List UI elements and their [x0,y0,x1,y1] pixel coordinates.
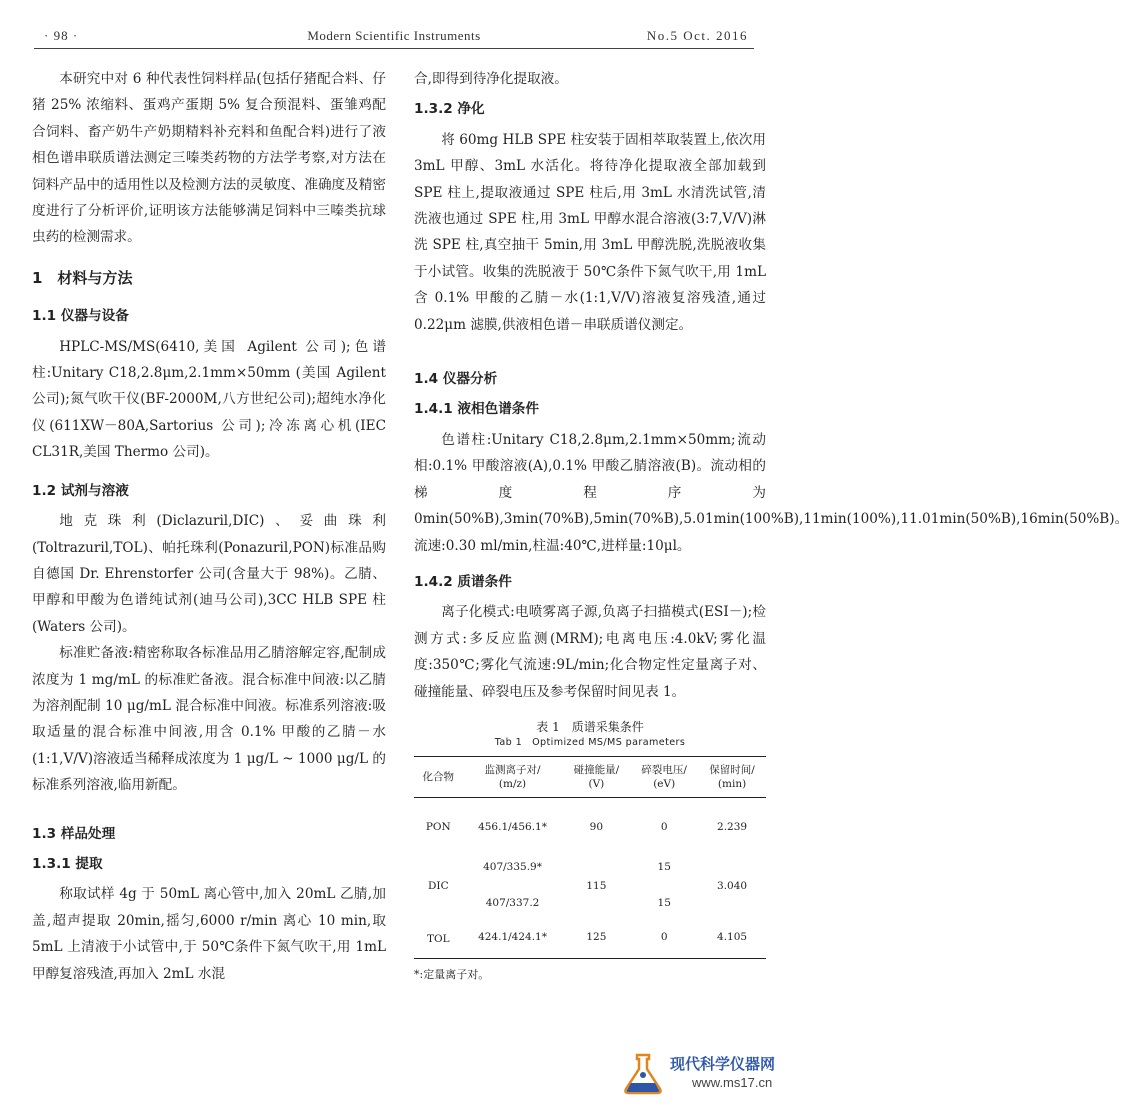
section-1-4-heading: 1.4 仪器分析 [414,371,498,388]
standards-paragraph: 标准贮备液:精密称取各标准品用乙腈溶解定容,配制成浓度为 1 mg/mL 的标准贮备液。混合标准中间液:以乙腈为溶剂配制 10 μg/mL 混合标准中间液。标准系列溶液:吸取适量的混合标准中间液,用含 0.1% 甲酸的乙腈－水(1:1,V/V)溶液适当稀释成浓度为 1 μg/L ~ 1000 μg/L 的标准系列溶液,临用新配。 [32,645,386,794]
header-retention-time: 保留时间/ (min) [698,756,766,797]
right-column [414,66,1128,983]
section-1-heading: 1 材料与方法 [32,268,133,287]
issue-info: No.5 Oct. 2016 [646,28,748,43]
extraction-continued: 合,即得到待净化提取液。 [414,71,568,87]
table-caption-cn: 表 1 质谱采集条件 [536,719,644,734]
journal-name: Modern Scientific Instruments [307,28,481,43]
intro-paragraph: 本研究中对 6 种代表性饲料样品(包括仔猪配合料、仔猪 25% 浓缩料、蛋鸡产蛋期 5% 复合预混料、蛋雏鸡配合饲料、畜产奶牛产奶期精料补充料和鱼配合料)进行了液相色谱串联质谱法测定三嗪类药物的方法学考察,对方法在饲料产品中的适用性以及检测方法的灵敏度、准确度及精密度进行了分析评价,证明该方法能够满足饲料中三嗪类抗球虫药的检测需求。 [32,71,386,246]
section-1-3-2-heading: 1.3.2 净化 [414,101,485,118]
instruments-paragraph: HPLC-MS/MS(6410,美国 Agilent 公司);色谱柱:Unitary C18,2.8μm,2.1mm×50mm (美国 Agilent 公司);氮气吹干仪(BF-2000M,八方世纪公司);超纯水净化仪(611XW－80A,Sartorius 公司);冷冻离心机(IEC CL31R,美国 Thermo 公司)。 [32,338,386,461]
section-1-4-1-heading: 1.4.1 液相色谱条件 [414,401,539,418]
section-1-3-heading: 1.3 样品处理 [32,825,116,842]
section-1-4-2-heading: 1.4.2 质谱条件 [414,573,512,590]
section-1-1-heading: 1.1 仪器与设备 [32,308,129,325]
table-row: TOL 424.1/424.1* 125 0 4.105 [414,916,766,959]
running-header [34,26,754,49]
table-row: DIC 407/335.9* 407/337.2 115 15 15 3.040 [428,860,748,909]
page-number: · 98 · [44,28,79,43]
section-1-2-heading: 1.2 试剂与溶液 [32,482,129,499]
watermark-brand: 现代科学仪器网 [670,1055,776,1073]
watermark-url: www.ms17.cn [692,1075,773,1090]
lc-conditions-paragraph: 色谱柱:Unitary C18,2.8μm,2.1mm×50mm;流动相:0.1% 甲酸溶液(A),0.1% 甲酸乙腈溶液(B)。流动相的梯度程序为 0min(50%B),3min(70%B),5min(70%B),5.01min(100%B),11min(100%),11.01min(50%B),16min(50%B)。流速:0.30 ml/min,柱温:40℃,进样量:10μl。 [414,431,1128,554]
table-row: PON 456.1/456.1* 90 0 2.239 [425,820,748,833]
header-compound: 化合物 [414,756,463,797]
ms-parameters-table [414,756,766,959]
watermark-logo [618,1045,786,1101]
flask-logo-icon [620,1051,666,1095]
section-1-3-1-heading: 1.3.1 提取 [32,855,103,872]
ms-conditions-paragraph: 离子化模式:电喷雾离子源,负离子扫描模式(ESI－);检测方式:多反应监测(MRM);电离电压:4.0kV;雾化温度:350℃;雾化气流速:9L/min;化合物定性定量离子对、碰撞能量、碎裂电压及参考保留时间见表 1。 [414,604,766,700]
header-collision-energy: 碰撞能量/ (V) [562,756,630,797]
header-fragmentor-voltage: 碎裂电压/ (eV) [630,756,698,797]
table-header-row [414,756,766,797]
purification-paragraph: 将 60mg HLB SPE 柱安装于固相萃取装置上,依次用 3mL 甲醇、3mL 水活化。将待净化提取液全部加载到 SPE 柱上,提取液通过 SPE 柱后,用 3mL 水清洗试管,清洗液也通过 SPE 柱,用 3mL 甲醇水混合溶液(3:7,V/V)淋洗 SPE 柱,真空抽干 5min,用 3mL 甲醇洗脱,洗脱液收集于小试管。收集的洗脱液于 50℃条件下氮气吹干,用 1mL 含 0.1% 甲酸的乙腈－水(1:1,V/V)溶液复溶残渣,通过 0.22μm 滤膜,供液相色谱－串联质谱仪测定。 [414,131,766,333]
table-caption-en: Tab 1 Optimized MS/MS parameters [494,736,686,748]
reagents-paragraph: 地克珠利(Diclazuril,DIC)、妥曲珠利(Toltrazuril,TOL)、帕托珠利(Ponazuril,PON)标准品购自德国 Dr. Ehrenstorfer 公司(含量大于 98%)。乙腈、甲醇和甲酸为色谱纯试剂(迪马公司),3CC HLB SPE 柱(Waters 公司)。 [32,513,386,635]
left-column [32,66,386,987]
table-footnote: *:定量离子对。 [414,967,490,981]
extraction-paragraph: 称取试样 4g 于 50mL 离心管中,加入 20mL 乙腈,加盖,超声提取 20min,摇匀,6000 r/min 离心 10 min,取 5mL 上清液于小试管中,于 50℃条件下氮气吹干,用 1mL 甲醇复溶残渣,再加入 2mL 水混 [32,886,386,982]
header-ion-pair: 监测离子对/ (m/z) [463,756,563,797]
